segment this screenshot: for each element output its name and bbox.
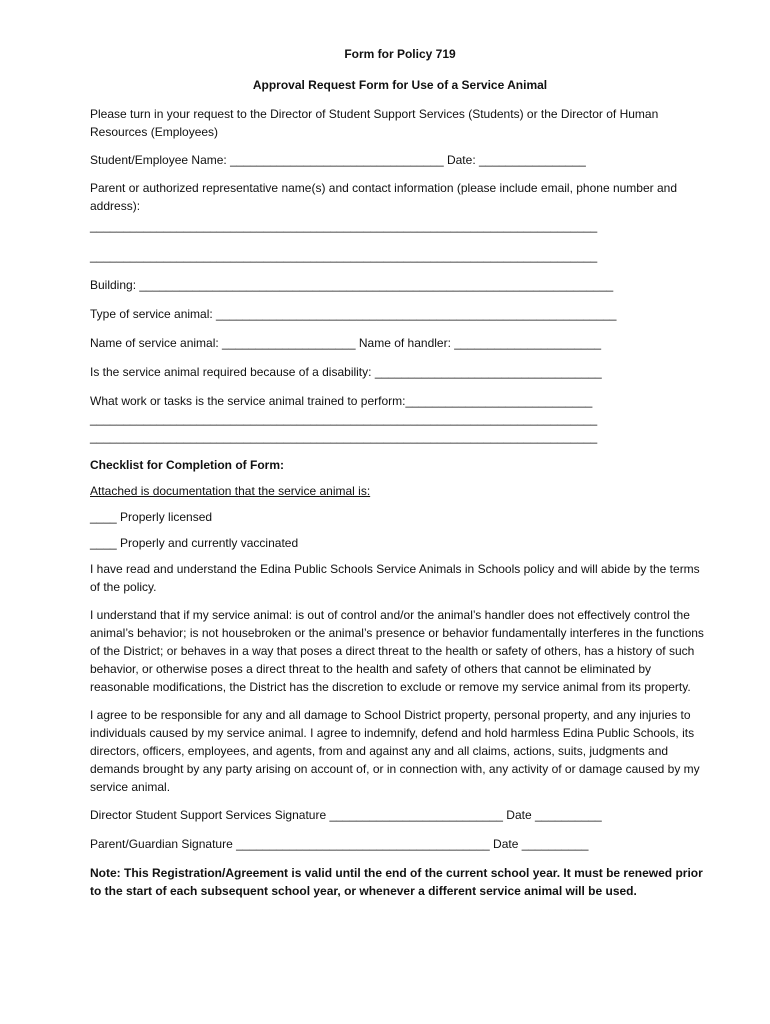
building-field[interactable]: Building: _______________________________________________________________________	[90, 278, 614, 292]
tasks-field[interactable]: What work or tasks is the service animal trained to perform:____________________________	[90, 394, 593, 408]
form-subtitle: Approval Request Form for Use of a Service Animal	[252, 78, 548, 92]
checklist-item-vaccinated[interactable]: ____ Properly and currently vaccinated	[90, 536, 299, 550]
checklist-item-licensed[interactable]: ____ Properly licensed	[90, 510, 213, 524]
animal-type-field[interactable]: Type of service animal: ____________________________________________________________	[90, 307, 617, 321]
name-date-field[interactable]: Student/Employee Name: ________________________________ Date: ________________	[90, 153, 586, 167]
parent-signature-field[interactable]: Parent/Guardian Signature ______________________________________ Date __________	[90, 837, 589, 851]
parent-contact-blank-2[interactable]: ____________________________________________________________________________	[90, 249, 598, 263]
understanding-statement: I understand that if my service animal: is out of control and/or the animal’s handler does not effectively control the animal’s behavior; is not housebroken or the animal’s presence or behavior fundamentally interferes in the functions of the District; or behaves in a way that poses a direct threat to the health or safety of others, has a history of such behavior, or otherwise poses a direct threat to the health and safety of others that cannot be eliminated by reasonable modifications, the District has the discretion to exclude or remove my service animal from its property.	[90, 608, 704, 694]
parent-contact-blank-1[interactable]: ____________________________________________________________________________	[90, 219, 598, 233]
checklist-heading: Checklist for Completion of Form:	[90, 458, 285, 472]
agreement-statement: I agree to be responsible for any and all damage to School District property, personal property, and any injuries to individuals caused by my service animal. I agree to indemnify, defend and hold harmless Edina Public Schools, its directors, officers, employees, and agents, from and against any and all claims, actions, suits, judgments and demands brought by any party arising on account of, or in connection with, any activity of or damage caused by my service animal.	[90, 708, 700, 794]
tasks-blank-2[interactable]: ____________________________________________________________________________	[90, 430, 598, 444]
form-title: Form for Policy 719	[344, 47, 456, 61]
policy-statement: I have read and understand the Edina Public Schools Service Animals in Schools policy and will abide by the terms of the policy.	[90, 562, 700, 594]
director-signature-field[interactable]: Director Student Support Services Signature __________________________ Date __________	[90, 808, 602, 822]
validity-note: Note: This Registration/Agreement is valid until the end of the current school year. It must be renewed prior to the start of each subsequent school year, or whenever a different service animal will be used.	[90, 866, 703, 898]
disability-field[interactable]: Is the service animal required because of a disability: __________________________________	[90, 365, 602, 379]
attached-documentation-heading: Attached is documentation that the service animal is:	[90, 484, 371, 498]
parent-contact-prompt: Parent or authorized representative name(s) and contact information (please include email, phone number and address):	[90, 181, 678, 213]
form-content	[90, 45, 710, 910]
animal-handler-name-field[interactable]: Name of service animal: ____________________ Name of handler: ______________________	[90, 336, 602, 350]
intro-paragraph: Please turn in your request to the Director of Student Support Services (Students) or the Director of Human Resources (Employees)	[90, 107, 659, 139]
tasks-blank-1[interactable]: ____________________________________________________________________________	[90, 412, 598, 426]
